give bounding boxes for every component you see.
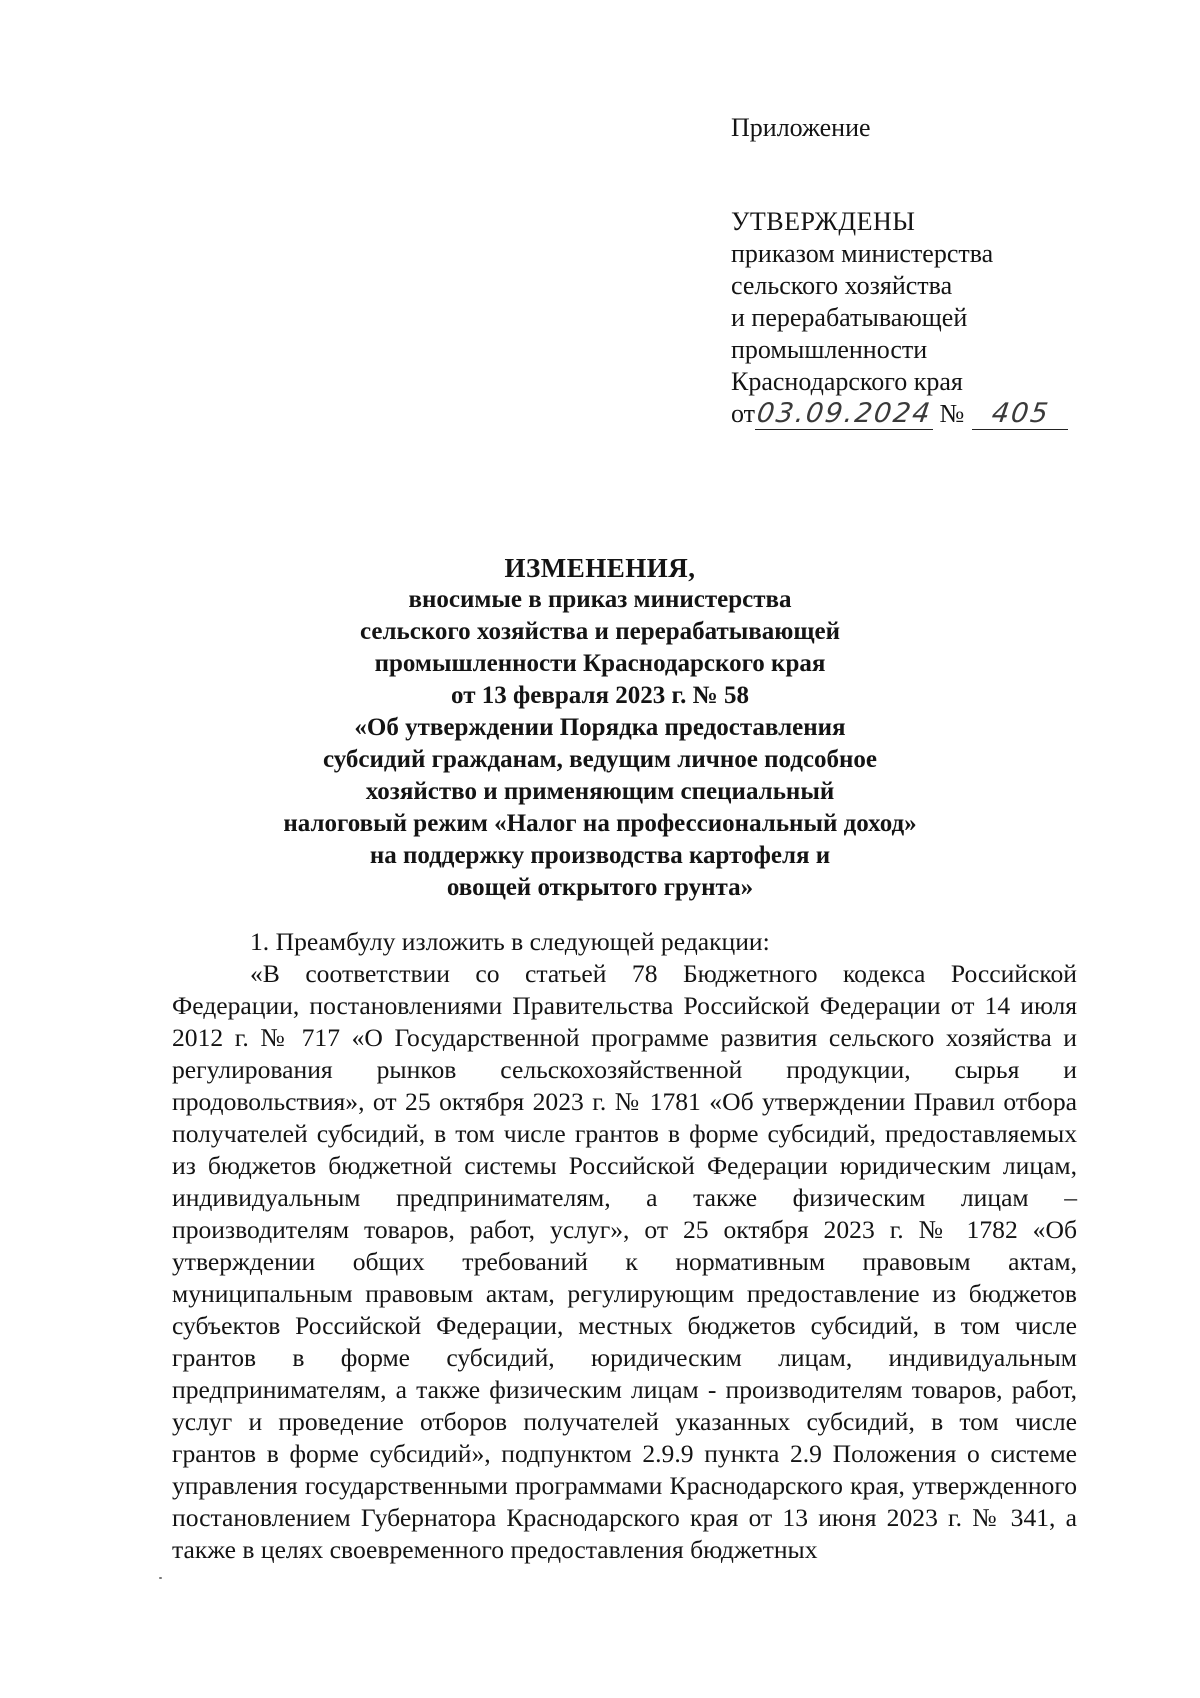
body-text (172, 926, 1077, 1566)
title-line: субсидий гражданам, ведущим личное подсобное (322, 746, 878, 773)
approval-line: приказом министерства (731, 239, 994, 268)
title-line: хозяйство и применяющим специальный (365, 778, 835, 805)
appendix-label: Приложение (731, 113, 871, 142)
date-field (755, 399, 933, 430)
approval-heading: УТВЕРЖДЕНЫ (731, 207, 916, 236)
title-line: сельского хозяйства и перерабатывающей (360, 618, 840, 645)
title-line: «Об утверждении Порядка предоставления (354, 714, 846, 741)
approval-line: Краснодарского края (731, 367, 963, 396)
title-line: вносимые в приказ министерства (408, 586, 792, 613)
document-title (150, 552, 1050, 904)
title-line: промышленности Краснодарского края (374, 650, 826, 677)
item-1-paragraph: 1. Преамбулу изложить в следующей редакции: (250, 927, 770, 956)
preamble-quote-paragraph: «В соответствии со статьей 78 Бюджетного кодекса Российской Федерации, постановлениями Правительства Российской Федерации от 14 июля 2012 г. № 717 «О Государственной программе развития сельского хозяйства и регулирования рынков сельскохозяйственной продукции, сырья и продовольствия», от 25 октября 2023 г. № 1781 «Об утверждении Правил отбора получателей субсидий, в том числе грантов в форме субсидий, предоставляемых из бюджетов бюджетной системы Российской Федерации юридическим лицам, индивидуальным предпринимателям, а также физическим лицам – производителям товаров, работ, услуг», от 25 октября 2023 г. № 1782 «Об утверждении общих требований к нормативным правовым актам, муниципальным правовым актам, регулирующим предоставление из бюджетов субъектов Российской Федерации, местных бюджетов субсидий, в том числе грантов в форме субсидий, юридическим лицам, индивидуальным предпринимателям, а также физическим лицам - производителям товаров, работ, услуг и проведение отборов получателей указанных субсидий, в том числе грантов в форме субсидий», подпунктом 2.9.9 пункта 2.9 Положения о системе управления государственными программами Краснодарского края, утвержденного постановлением Губернатора Краснодарского края от 13 июня 2023 г. № 341, а также в целях своевременного предоставления бюджетных (172, 959, 1077, 1564)
date-prefix: от (731, 399, 756, 428)
title-line: овощей открытого грунта» (446, 874, 754, 901)
number-field (972, 399, 1068, 430)
title-line: на поддержку производства картофеля и (369, 842, 831, 869)
scan-speck (159, 1577, 162, 1579)
approval-date-line (731, 398, 1131, 434)
number-prefix: № (939, 399, 965, 428)
approval-block (731, 206, 1131, 434)
handwritten-number: 405 (989, 398, 1052, 429)
approval-line: и перерабатывающей (731, 303, 968, 332)
main-title: ИЗМЕНЕНИЯ, (504, 553, 696, 583)
approval-line: сельского хозяйства (731, 271, 953, 300)
title-line: налоговый режим «Налог на профессиональный доход» (283, 810, 917, 837)
title-line: от 13 февраля 2023 г. № 58 (451, 682, 749, 709)
approval-line: промышленности (731, 335, 928, 364)
handwritten-date: 03.09.2024 (754, 398, 934, 429)
